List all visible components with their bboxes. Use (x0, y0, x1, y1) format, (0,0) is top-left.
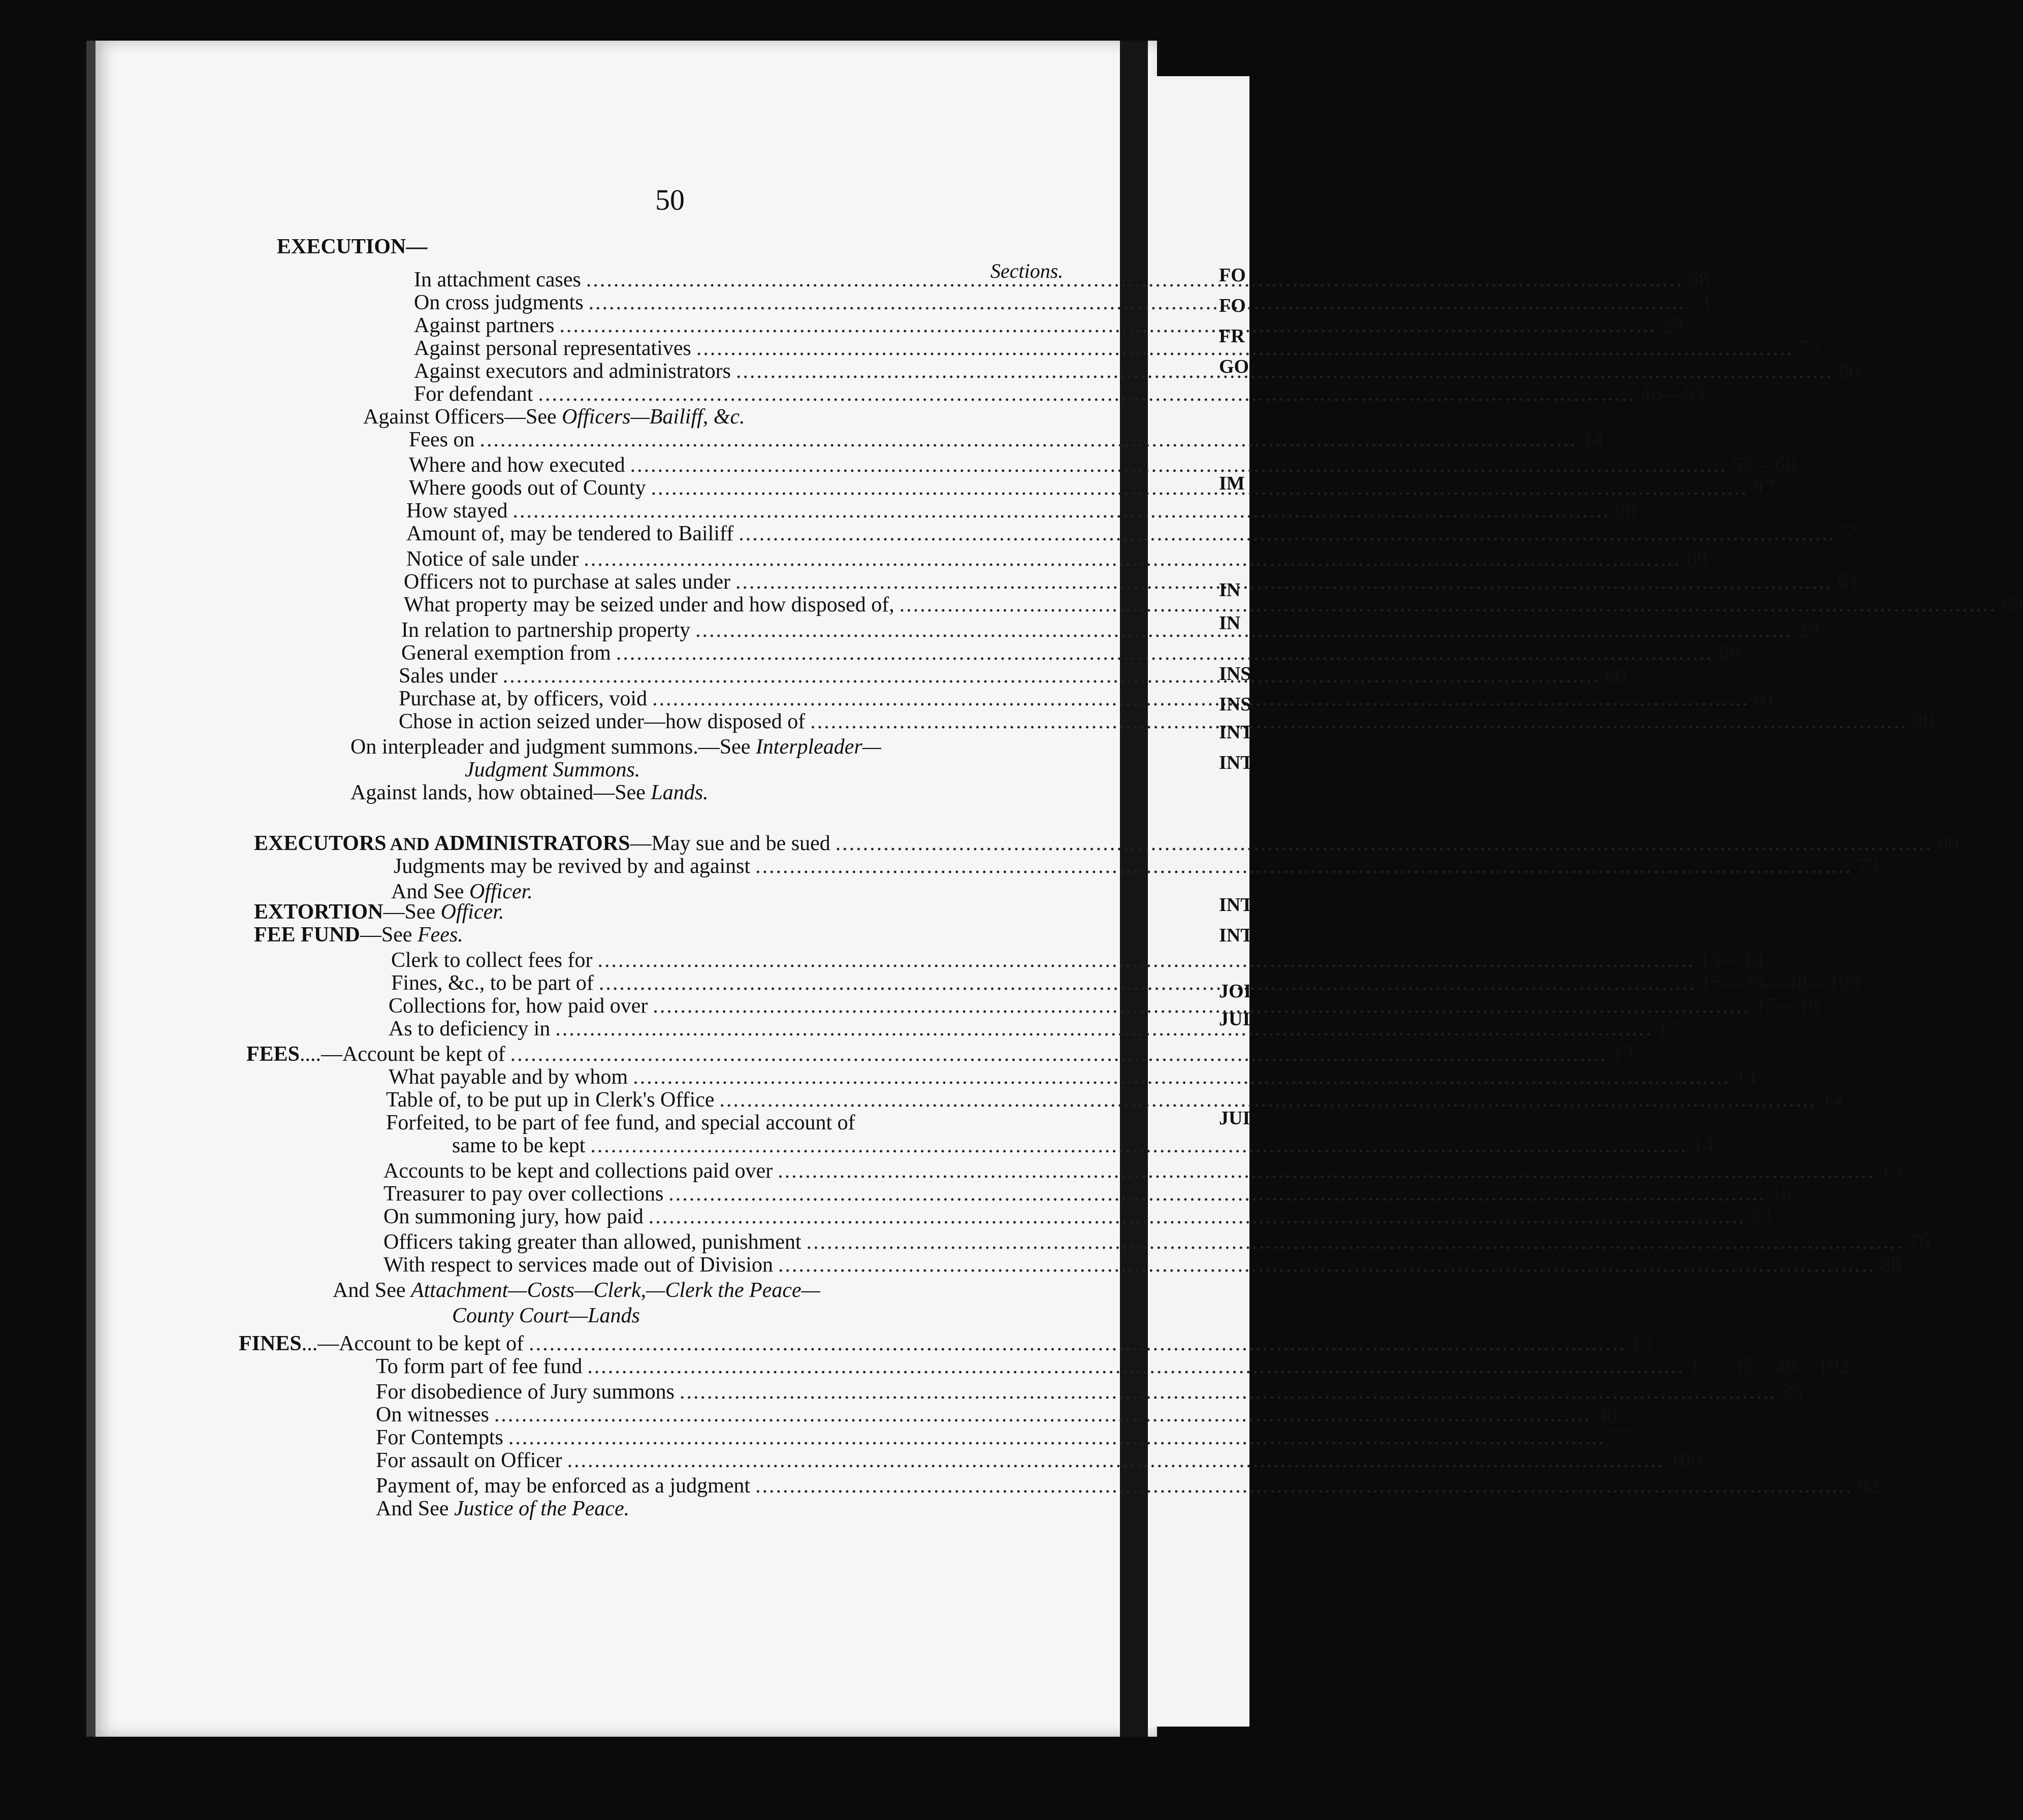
entry-label: As to deficiency in (389, 1017, 551, 1041)
leader-dots (836, 833, 1933, 854)
entry-text (391, 972, 594, 994)
entry-text (363, 406, 745, 428)
index-entry (414, 337, 1820, 360)
sections-column-header: Sections. (990, 259, 1064, 282)
entry-label: On witnesses (376, 1403, 489, 1426)
leader-dots (695, 620, 1792, 641)
cross-reference: Judgment Summons. (465, 758, 640, 782)
leader-dots (555, 1018, 1652, 1039)
entry-label: Judgments may be revived by and against (394, 855, 751, 878)
section-reference: 89 (2001, 593, 2023, 616)
index-entry (406, 499, 1636, 523)
index-entry (376, 1474, 1879, 1498)
entry-text (391, 950, 593, 971)
section-reference: 68 (1688, 268, 1710, 291)
entry-heading: ADMINISTRATORS (434, 832, 630, 855)
entry-text (452, 1305, 640, 1326)
section-reference: 29 (1797, 619, 1819, 642)
leader-dots (738, 523, 1836, 544)
entry-text (376, 1404, 489, 1425)
leader-dots (480, 429, 1577, 450)
leader-dots (736, 361, 1833, 382)
index-entry (333, 1280, 820, 1301)
entry-heading: FINES (239, 1332, 302, 1355)
leader-dots (810, 711, 1907, 732)
cross-reference: Officer. (469, 880, 533, 903)
entry-label: And See (391, 880, 469, 903)
entry-text (391, 881, 533, 902)
facing-page-fragment: INT (1219, 722, 1254, 743)
leader-dots (652, 688, 1749, 709)
leader-dots (755, 1475, 1852, 1497)
cross-reference: Officers—Bailiff, &c. (562, 405, 745, 429)
facing-page-fragment: IN (1219, 579, 1241, 601)
entry-text (414, 383, 533, 405)
facing-page-fragment: FO (1219, 295, 1246, 316)
section-reference: 73 (1857, 855, 1879, 878)
index-entry (389, 994, 1819, 1018)
index-entry (350, 736, 881, 758)
leader-dots (668, 1183, 1765, 1205)
leader-dots (778, 1254, 1875, 1276)
facing-page-fragment: IM (1219, 473, 1245, 494)
index-entry (376, 1355, 1850, 1378)
entry-text (414, 361, 731, 382)
entry-text (414, 292, 584, 313)
section-reference: 13 (1612, 1043, 1634, 1066)
index-entry (406, 547, 1708, 571)
index-entry (254, 924, 463, 946)
leader-dots (755, 856, 1852, 877)
section-reference: 15—35—48—103 (1689, 1355, 1850, 1378)
cross-reference: Justice of the Peace. (454, 1497, 630, 1520)
leader-dots (633, 1066, 1730, 1088)
entry-text (399, 711, 805, 732)
facing-page-fragment: FR (1219, 326, 1245, 347)
section-reference: 16 (1771, 1182, 1792, 1206)
entry-text (246, 1044, 505, 1065)
section-reference: 80 (1937, 832, 1959, 855)
leader-dots (616, 642, 1713, 664)
index-entry (383, 1159, 1902, 1183)
cross-reference: Lands. (651, 781, 709, 804)
entry-text (394, 856, 750, 877)
entry-label: Notice of sale under (406, 547, 579, 571)
entry-text (254, 924, 463, 946)
entry-text (383, 1160, 773, 1182)
index-entry (277, 236, 427, 257)
leader-dots (778, 1160, 1875, 1182)
section-reference: 15—35—48—103 (1700, 971, 1861, 995)
entry-label: —See (360, 923, 418, 947)
entry-label: Collections for, how paid over (389, 994, 648, 1018)
facing-page-fragment: INT (1219, 925, 1254, 946)
index-entry (376, 1498, 629, 1519)
entry-label: Treasurer to pay over collections (383, 1182, 664, 1206)
section-reference: 15 (1880, 1159, 1902, 1183)
facing-page-fragment: INS (1219, 663, 1251, 685)
entry-label: Accounts to be kept and collections paid over (383, 1159, 773, 1183)
section-reference: 100 (1669, 1449, 1701, 1472)
leader-dots (510, 1044, 1608, 1065)
index-entry (386, 1088, 1843, 1112)
entry-text (414, 338, 691, 359)
entry-label: In attachment cases (414, 268, 581, 291)
entry-text (399, 688, 647, 709)
entry-text (404, 594, 894, 615)
entry-label: Where goods out of County (409, 476, 646, 500)
section-reference: 97 (1753, 476, 1775, 500)
cross-reference: Attachment—Costs—Clerk,—Clerk the Peace— (410, 1279, 821, 1302)
section-reference: 13 (1631, 1332, 1653, 1355)
entry-text (350, 736, 881, 758)
index-entry (452, 1305, 640, 1326)
cross-reference: Interpleader— (755, 735, 882, 759)
section-reference: 80 (1838, 360, 1860, 383)
entry-text (350, 782, 709, 803)
entry-label: same to be kept (452, 1134, 586, 1157)
entry-text (376, 1475, 750, 1497)
entry-label: Officers not to purchase at sales under (404, 570, 731, 594)
section-reference: 55 (1841, 522, 1863, 545)
section-reference: 60 (1604, 664, 1626, 688)
entry-label: —See (383, 900, 441, 924)
entry-label: With respect to services made out of Division (383, 1253, 773, 1277)
entry-label: Chose in action seized under—how disposed of (399, 710, 806, 733)
entry-heading: FEE FUND (254, 923, 360, 947)
index-entry (254, 832, 1959, 855)
entry-label: Where and how executed (409, 453, 625, 477)
leader-dots (589, 292, 1686, 313)
leader-dots (630, 454, 1727, 476)
leader-dots (567, 1450, 1664, 1471)
index-entry (452, 1134, 1714, 1157)
leader-dots (649, 1206, 1746, 1227)
entry-text (406, 548, 579, 570)
entry-text (389, 995, 648, 1017)
entry-text (376, 1498, 629, 1519)
index-entry (404, 593, 2023, 616)
section-reference: 14 (1692, 1134, 1714, 1157)
cross-reference: Officer. (440, 900, 504, 924)
entry-text (452, 1135, 585, 1156)
entry-label: What property may be seized under and how disposed of, (404, 593, 894, 616)
facing-page-fragment: INT (1219, 894, 1254, 916)
entry-text (383, 1254, 773, 1276)
entry-label: Against executors and administrators (414, 360, 731, 383)
entry-label: Amount of, may be tendered to Bailiff (406, 522, 734, 545)
index-entry (401, 619, 1819, 642)
entry-label: Fees on (409, 428, 475, 451)
facing-page-fragment: INT (1219, 752, 1254, 773)
leader-dots (587, 1356, 1684, 1377)
index-entry (383, 1182, 1792, 1206)
section-reference: 75 (1610, 1426, 1632, 1449)
entry-text (383, 1231, 801, 1253)
entry-text (404, 571, 730, 593)
section-reference: 73 (1798, 337, 1820, 360)
section-reference: 17 (1657, 1017, 1679, 1041)
entry-label: EXECUTION— (277, 235, 428, 258)
entry-text (406, 523, 733, 544)
section-reference: 60 (1686, 547, 1708, 571)
leader-dots (512, 500, 1610, 522)
section-reference: 53—60 (1732, 453, 1796, 477)
section-reference: 61 (1754, 687, 1776, 710)
entry-text (376, 1427, 503, 1448)
entry-text (401, 642, 611, 664)
entry-label: ...—Account to be kept of (301, 1332, 524, 1355)
section-reference: 76 (1908, 1230, 1930, 1254)
index-entry (383, 1205, 1772, 1228)
entry-text (386, 1089, 715, 1111)
entry-label: Against Officers—See (363, 405, 562, 429)
entry-text (401, 620, 690, 641)
entry-label: Against lands, how obtained—See (350, 781, 651, 804)
index-entry (383, 1253, 1902, 1277)
section-reference: 61 (1838, 570, 1859, 594)
index-entry (246, 1043, 1634, 1066)
leader-dots (508, 1427, 1605, 1448)
entry-text (389, 1018, 550, 1039)
leader-dots (680, 1381, 1777, 1403)
leader-dots (529, 1333, 1626, 1354)
entry-text (239, 1333, 524, 1354)
entry-label: Payment of, may be enforced as a judgment (376, 1474, 751, 1498)
entry-text (383, 1206, 644, 1227)
section-reference: 46—83 (1640, 382, 1705, 406)
section-reference: 29 (1661, 314, 1683, 337)
index-entry (239, 1332, 1653, 1355)
entry-label: Fines, &c., to be part of (391, 971, 594, 995)
section-reference: 33 (1750, 1205, 1772, 1228)
index-entry (376, 1380, 1803, 1404)
leader-dots (599, 972, 1696, 994)
index-entry (414, 382, 1705, 406)
section-reference: 14 (1582, 428, 1603, 451)
index-entry (394, 855, 1879, 878)
leader-dots (538, 383, 1635, 405)
leader-dots (651, 477, 1748, 499)
section-reference: 88 (1880, 1253, 1902, 1277)
entry-label: To form part of fee fund (376, 1355, 583, 1378)
leader-dots (653, 995, 1750, 1017)
entry-label: On summoning jury, how paid (383, 1205, 644, 1228)
index-entry (465, 759, 640, 781)
entry-label: In relation to partnership property (401, 619, 691, 642)
entry-heading: FEES (246, 1043, 300, 1066)
entry-label: On interpleader and judgment summons.—See (350, 735, 756, 759)
leader-dots (494, 1404, 1591, 1425)
entry-label: How stayed (406, 499, 508, 523)
section-reference: 90 (1912, 710, 1934, 733)
section-reference: 35 (1781, 1380, 1803, 1404)
index-entry (391, 881, 533, 902)
index-entry (363, 406, 745, 428)
facing-page-fragment: INS (1219, 694, 1251, 715)
page-number: 50 (655, 183, 685, 216)
entry-text (409, 429, 475, 450)
entry-label: And See (376, 1497, 454, 1520)
entry-label: Forfeited, to be part of fee fund, and special account of (386, 1111, 855, 1134)
entry-label: For assault on Officer (376, 1449, 562, 1472)
section-reference: 14 (1821, 1088, 1843, 1112)
leader-dots (807, 1231, 1904, 1253)
facing-page-fragment: JUI (1219, 1108, 1250, 1129)
entry-label: Sales under (399, 664, 498, 688)
leader-dots (584, 548, 1681, 570)
index-entry (376, 1403, 1618, 1426)
index-entry (383, 1230, 1930, 1254)
leader-dots (503, 665, 1600, 687)
index-entry (376, 1449, 1701, 1472)
entry-text (409, 477, 646, 499)
cross-reference: County Court—Lands (452, 1304, 640, 1327)
entry-text (376, 1450, 562, 1471)
entry-label: For Contempts (376, 1426, 503, 1449)
entry-text (333, 1280, 820, 1301)
entry-label: Purchase at, by officers, void (399, 687, 648, 710)
leader-dots (590, 1135, 1687, 1156)
section-reference: 98 (1615, 499, 1636, 523)
section-reference: 14 (1735, 1065, 1757, 1089)
facing-page-fragment: GO (1219, 356, 1249, 377)
leader-dots (735, 571, 1833, 593)
entry-text (409, 454, 625, 476)
entry-label: And See (333, 1279, 411, 1302)
entry-text (389, 1066, 628, 1088)
entry-label: On cross judgments (414, 291, 584, 314)
leader-dots (598, 950, 1695, 971)
entry-label: Officers taking greater than allowed, punishment (383, 1230, 801, 1254)
index-entry (386, 1112, 855, 1133)
index-entry (401, 641, 1740, 665)
entry-label: AND (386, 834, 434, 854)
entry-text (254, 833, 830, 854)
entry-label: Against personal representatives (414, 337, 691, 360)
entry-text (383, 1183, 663, 1205)
entry-text (399, 665, 498, 687)
facing-page-fragment: JUI (1219, 1009, 1250, 1030)
entry-label: Table of, to be put up in Clerk's Office (386, 1088, 715, 1112)
entry-label: General exemption from (401, 641, 611, 665)
index-entry (391, 949, 1764, 972)
entry-label: What payable and by whom (389, 1065, 628, 1089)
section-reference: 51 (1690, 291, 1712, 314)
entry-text (386, 1112, 855, 1133)
leader-dots (559, 315, 1656, 336)
index-entry (254, 901, 504, 923)
section-reference: 15—16 (1755, 994, 1819, 1018)
leader-dots (720, 1089, 1817, 1111)
facing-page-fragment: FO (1219, 265, 1246, 286)
facing-page-fragment: IN (1219, 612, 1241, 634)
entry-text (414, 315, 554, 336)
index-entry (409, 428, 1603, 451)
section-reference: 82 (1857, 1474, 1879, 1498)
entry-text (414, 269, 581, 290)
entry-heading: EXTORTION (254, 900, 383, 924)
section-reference: 48 (1596, 1403, 1618, 1426)
entry-text (376, 1381, 675, 1403)
entry-label: ....—Account be kept of (300, 1043, 505, 1066)
entry-label: For disobedience of Jury summons (376, 1380, 675, 1404)
entry-label: Against partners (414, 314, 555, 337)
entry-text (277, 236, 427, 257)
entry-label: For defendant (414, 382, 533, 406)
entry-text (465, 759, 640, 781)
index-entry (409, 453, 1796, 477)
section-reference: 13—14 (1699, 949, 1764, 972)
entry-label: Clerk to collect fees for (391, 949, 593, 972)
section-reference: 89 (1718, 641, 1740, 665)
entry-text (254, 901, 504, 923)
index-entry (376, 1426, 1632, 1449)
entry-label: —May sue and be sued (630, 832, 830, 855)
leader-dots (900, 594, 1997, 615)
index-entry (389, 1065, 1757, 1089)
index-entry (406, 522, 1863, 545)
leader-dots (586, 269, 1683, 290)
entry-heading: EXECUTORS (254, 832, 387, 855)
entry-text (376, 1356, 582, 1377)
facing-page-fragment: JOI (1219, 981, 1251, 1002)
entry-text (406, 500, 507, 522)
index-entry (350, 782, 709, 803)
cross-reference: Fees. (418, 923, 463, 947)
